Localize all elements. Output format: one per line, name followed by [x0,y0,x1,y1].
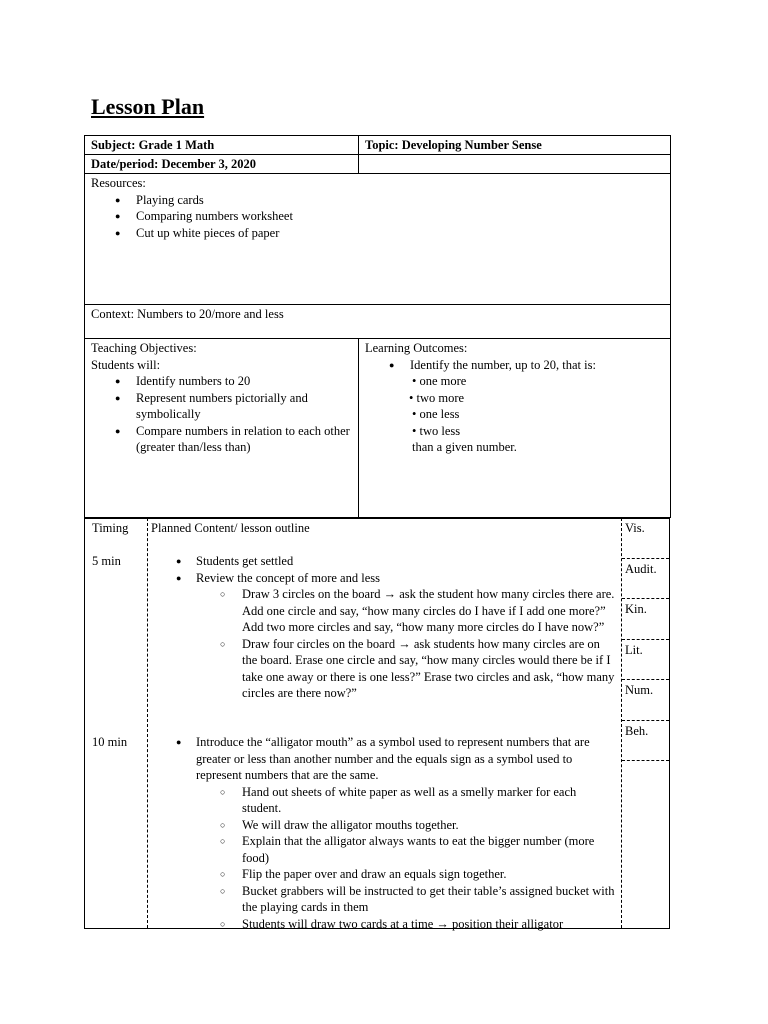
list-item: ○ Hand out sheets of white paper as well as a smelly marker for each student. [151,784,617,817]
list-item: ● Comparing numbers worksheet [91,208,664,225]
modality-column [622,518,669,761]
list-item: • one less [412,407,460,421]
list-item: ○ Bucket grabbers will be instructed to get their table’s assigned bucket with the playing cards in them [151,883,617,916]
block2-list [151,734,617,932]
list-item: • one more [412,374,467,388]
resources-label: Resources: [91,176,146,190]
lesson-plan-table [84,135,671,518]
list-item: ● Represent numbers pictorially and symbolically [91,390,352,423]
objectives-list [91,373,352,456]
list-item: ● Students get settled [151,553,617,570]
list-item: ○ Flip the paper over and draw an equals sign together. [151,866,617,883]
list-item: than a given number. [412,440,517,454]
list-item: ● Review the concept of more and less [151,570,617,587]
date-cell: Date/period: December 3, 2020 [85,155,359,174]
timing-column [92,518,147,749]
outcomes-label: Learning Outcomes: [365,341,468,355]
list-item: ● Compare numbers in relation to each other (greater than/less than) [91,423,352,456]
list-item: • two less [412,423,461,438]
list-item: ○ Students will draw two cards at a time → position their alligator [151,916,617,933]
list-item: ● Identify numbers to 20 [91,373,352,390]
list-item: ● Introduce the “alligator mouth” as a symbol used to represent numbers that are greater or less than another number and the equals sign as a symbol used to represent numbers that are the same. [151,734,617,784]
subject-cell: Subject: Grade 1 Math [85,136,359,155]
content-header: Planned Content/ lesson outline [151,521,310,535]
list-item: ○ Explain that the alligator always wants to eat the bigger number (more food) [151,833,617,866]
list-item: ● Playing cards [91,192,664,209]
lesson-outline [84,518,670,929]
modality-audit: Audit. [622,559,669,600]
empty-cell [359,155,671,174]
objectives-cell [85,339,359,518]
modality-num: Num. [622,680,669,721]
list-item: ● Cut up white pieces of paper [91,225,664,242]
modality-vis: Vis. [622,518,669,559]
objectives-label: Teaching Objectives: [91,341,197,355]
modality-beh: Beh. [622,721,669,762]
block1-list [151,553,617,702]
outcomes-cell [359,339,671,518]
timing-value: 10 min [92,735,128,749]
list-item: ○ We will draw the alligator mouths together. [151,817,617,834]
topic-cell: Topic: Developing Number Sense [359,136,671,155]
objectives-intro: Students will: [91,357,161,372]
page-title: Lesson Plan [91,94,205,119]
list-item: ○ Draw 3 circles on the board → ask the student how many circles there are. Add one circle and say, “how many circles do I have if I add one more?” Add two more circles and say, “how many more circles do I have now?” [151,586,617,636]
modality-kin: Kin. [622,599,669,640]
timing-header: Timing [92,521,129,535]
list-item: • two more [409,390,465,405]
resources-cell [85,174,671,305]
outcomes-list [365,357,664,456]
list-item: ○ Draw four circles on the board → ask students how many circles are on the board. Erase one circle and say, “how many circles would there be if I take one away or there is one less?” Erase two circles and ask, “how many circles are there now?” [151,636,617,702]
resources-list [91,192,664,242]
list-item: ● Identify the number, up to 20, that is: [365,357,664,374]
modality-lit: Lit. [622,640,669,681]
content-column [151,518,617,931]
timing-value: 5 min [92,554,121,568]
context-cell: Context: Numbers to 20/more and less [85,305,671,339]
